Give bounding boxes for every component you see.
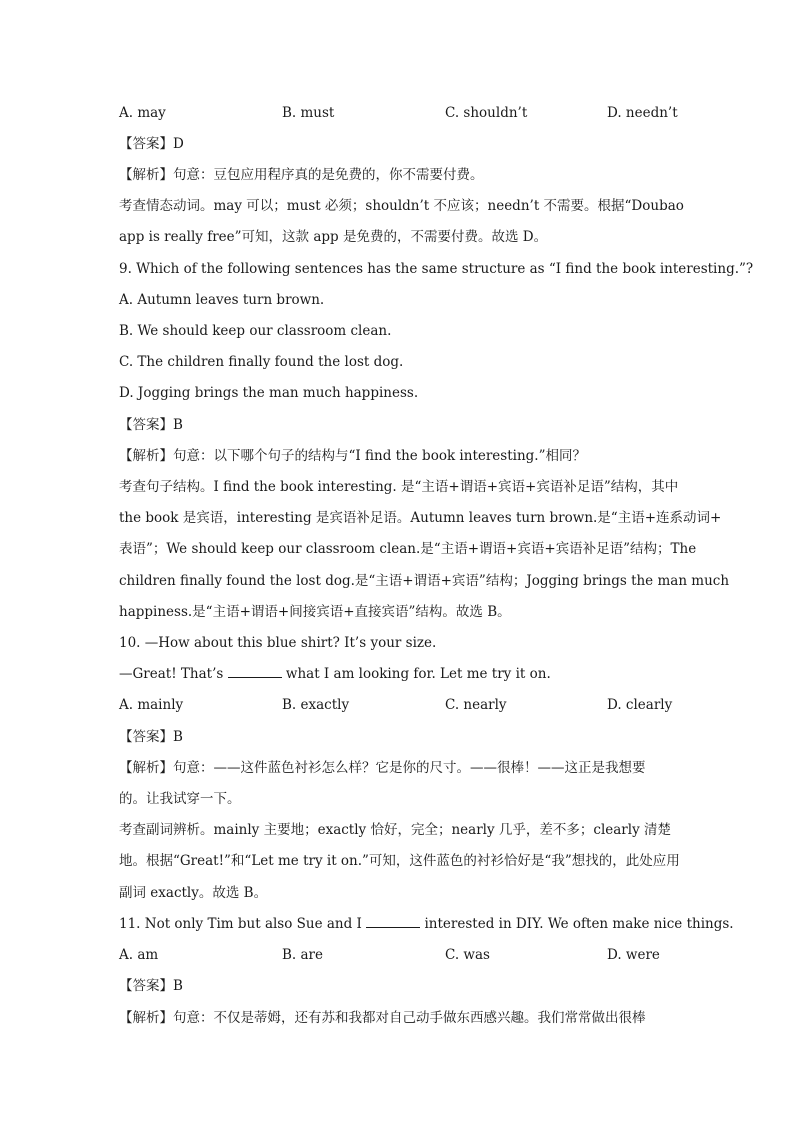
q9-analysis-line: 考查句子结构。I find the book interesting. 是“主语+谓语+宾语+宾语补足语”结构，其中 [119, 479, 679, 495]
q10-option-d: D. clearly [607, 697, 673, 713]
q8-option-a: A. may [119, 105, 166, 121]
q9-analysis-line: 【解析】句意：以下哪个句子的结构与“I find the book interesting.”相同？ [119, 448, 586, 464]
q11-option-b: B. are [282, 947, 323, 963]
answer-blank [228, 665, 282, 678]
q11-option-c: C. was [445, 947, 490, 963]
q11-option-d: D. were [607, 947, 660, 963]
q10-option-a: A. mainly [119, 697, 184, 713]
q10-analysis-line: 的。让我试穿一下。 [119, 791, 241, 807]
q8-analysis-line: 考查情态动词。may 可以；must 必须；shouldn’t 不应该；needn’t 不需要。根据“Doubao [119, 198, 684, 214]
q10-option-c: C. nearly [445, 697, 507, 713]
q8-option-d: D. needn’t [607, 105, 678, 121]
q9-stem: 9. Which of the following sentences has the same structure as “I find the book interesting.”? [119, 261, 754, 277]
q8-analysis-line: 【解析】句意：豆包应用程序真的是免费的，你不需要付费。 [119, 167, 484, 183]
q10-analysis-line: 地。根据“Great!”和“Let me try it on.”可知，这件蓝色的衬衫恰好是“我”想找的，此处应用 [119, 853, 680, 869]
q11-answer: 【答案】B [119, 978, 183, 994]
q9-option-b: B. We should keep our classroom clean. [119, 323, 392, 339]
q10-option-b: B. exactly [282, 697, 350, 713]
q11-stem-before-blank: 11. Not only Tim but also Sue and I [119, 916, 367, 932]
q8-answer: 【答案】D [119, 136, 184, 152]
q8-option-b: B. must [282, 105, 335, 121]
q10-stem-after-blank: what I am looking for. Let me try it on. [281, 666, 551, 682]
q9-analysis-line: children finally found the lost dog.是“主语+谓语+宾语”结构；Jogging brings the man much [119, 573, 730, 589]
q11-stem [119, 915, 734, 933]
q10-stem-line-2 [119, 665, 679, 683]
q10-analysis-line: 考查副词辨析。mainly 主要地；exactly 恰好，完全；nearly 几乎，差不多；clearly 清楚 [119, 822, 671, 838]
q9-option-a: A. Autumn leaves turn brown. [119, 292, 325, 308]
q9-answer: 【答案】B [119, 417, 183, 433]
q8-analysis-line: app is really free”可知，这款 app 是免费的，不需要付费。故选 D。 [119, 229, 548, 245]
q10-stem-line-1: 10. —How about this blue shirt? It’s your size. [119, 635, 437, 651]
q11-analysis-line: 【解析】句意：不仅是蒂姆，还有苏和我都对自己动手做东西感兴趣。我们常常做出很棒 [119, 1010, 646, 1026]
q11-option-a: A. am [119, 947, 159, 963]
q9-option-d: D. Jogging brings the man much happiness. [119, 385, 419, 401]
q10-analysis-line: 副词 exactly。故选 B。 [119, 885, 268, 901]
q9-analysis-line: 表语”；We should keep our classroom clean.是“主语+谓语+宾语+宾语补足语”结构；The [119, 541, 697, 557]
q8-option-c: C. shouldn’t [445, 105, 528, 121]
q10-stem-before-blank: —Great! That’s [119, 666, 228, 682]
q10-analysis-line: 【解析】句意：——这件蓝色衬衫怎么样？它是你的尺寸。——很棒！——这正是我想要 [119, 760, 646, 776]
q9-analysis-line: the book 是宾语，interesting 是宾语补足语。Autumn leaves turn brown.是“主语+连系动词+ [119, 510, 722, 526]
q9-analysis-line: happiness.是“主语+谓语+间接宾语+直接宾语”结构。故选 B。 [119, 604, 511, 620]
answer-blank [366, 915, 420, 928]
q11-stem-after-blank: interested in DIY. We often make nice things. [420, 916, 734, 932]
q10-answer: 【答案】B [119, 729, 183, 745]
q9-option-c: C. The children finally found the lost dog. [119, 354, 404, 370]
